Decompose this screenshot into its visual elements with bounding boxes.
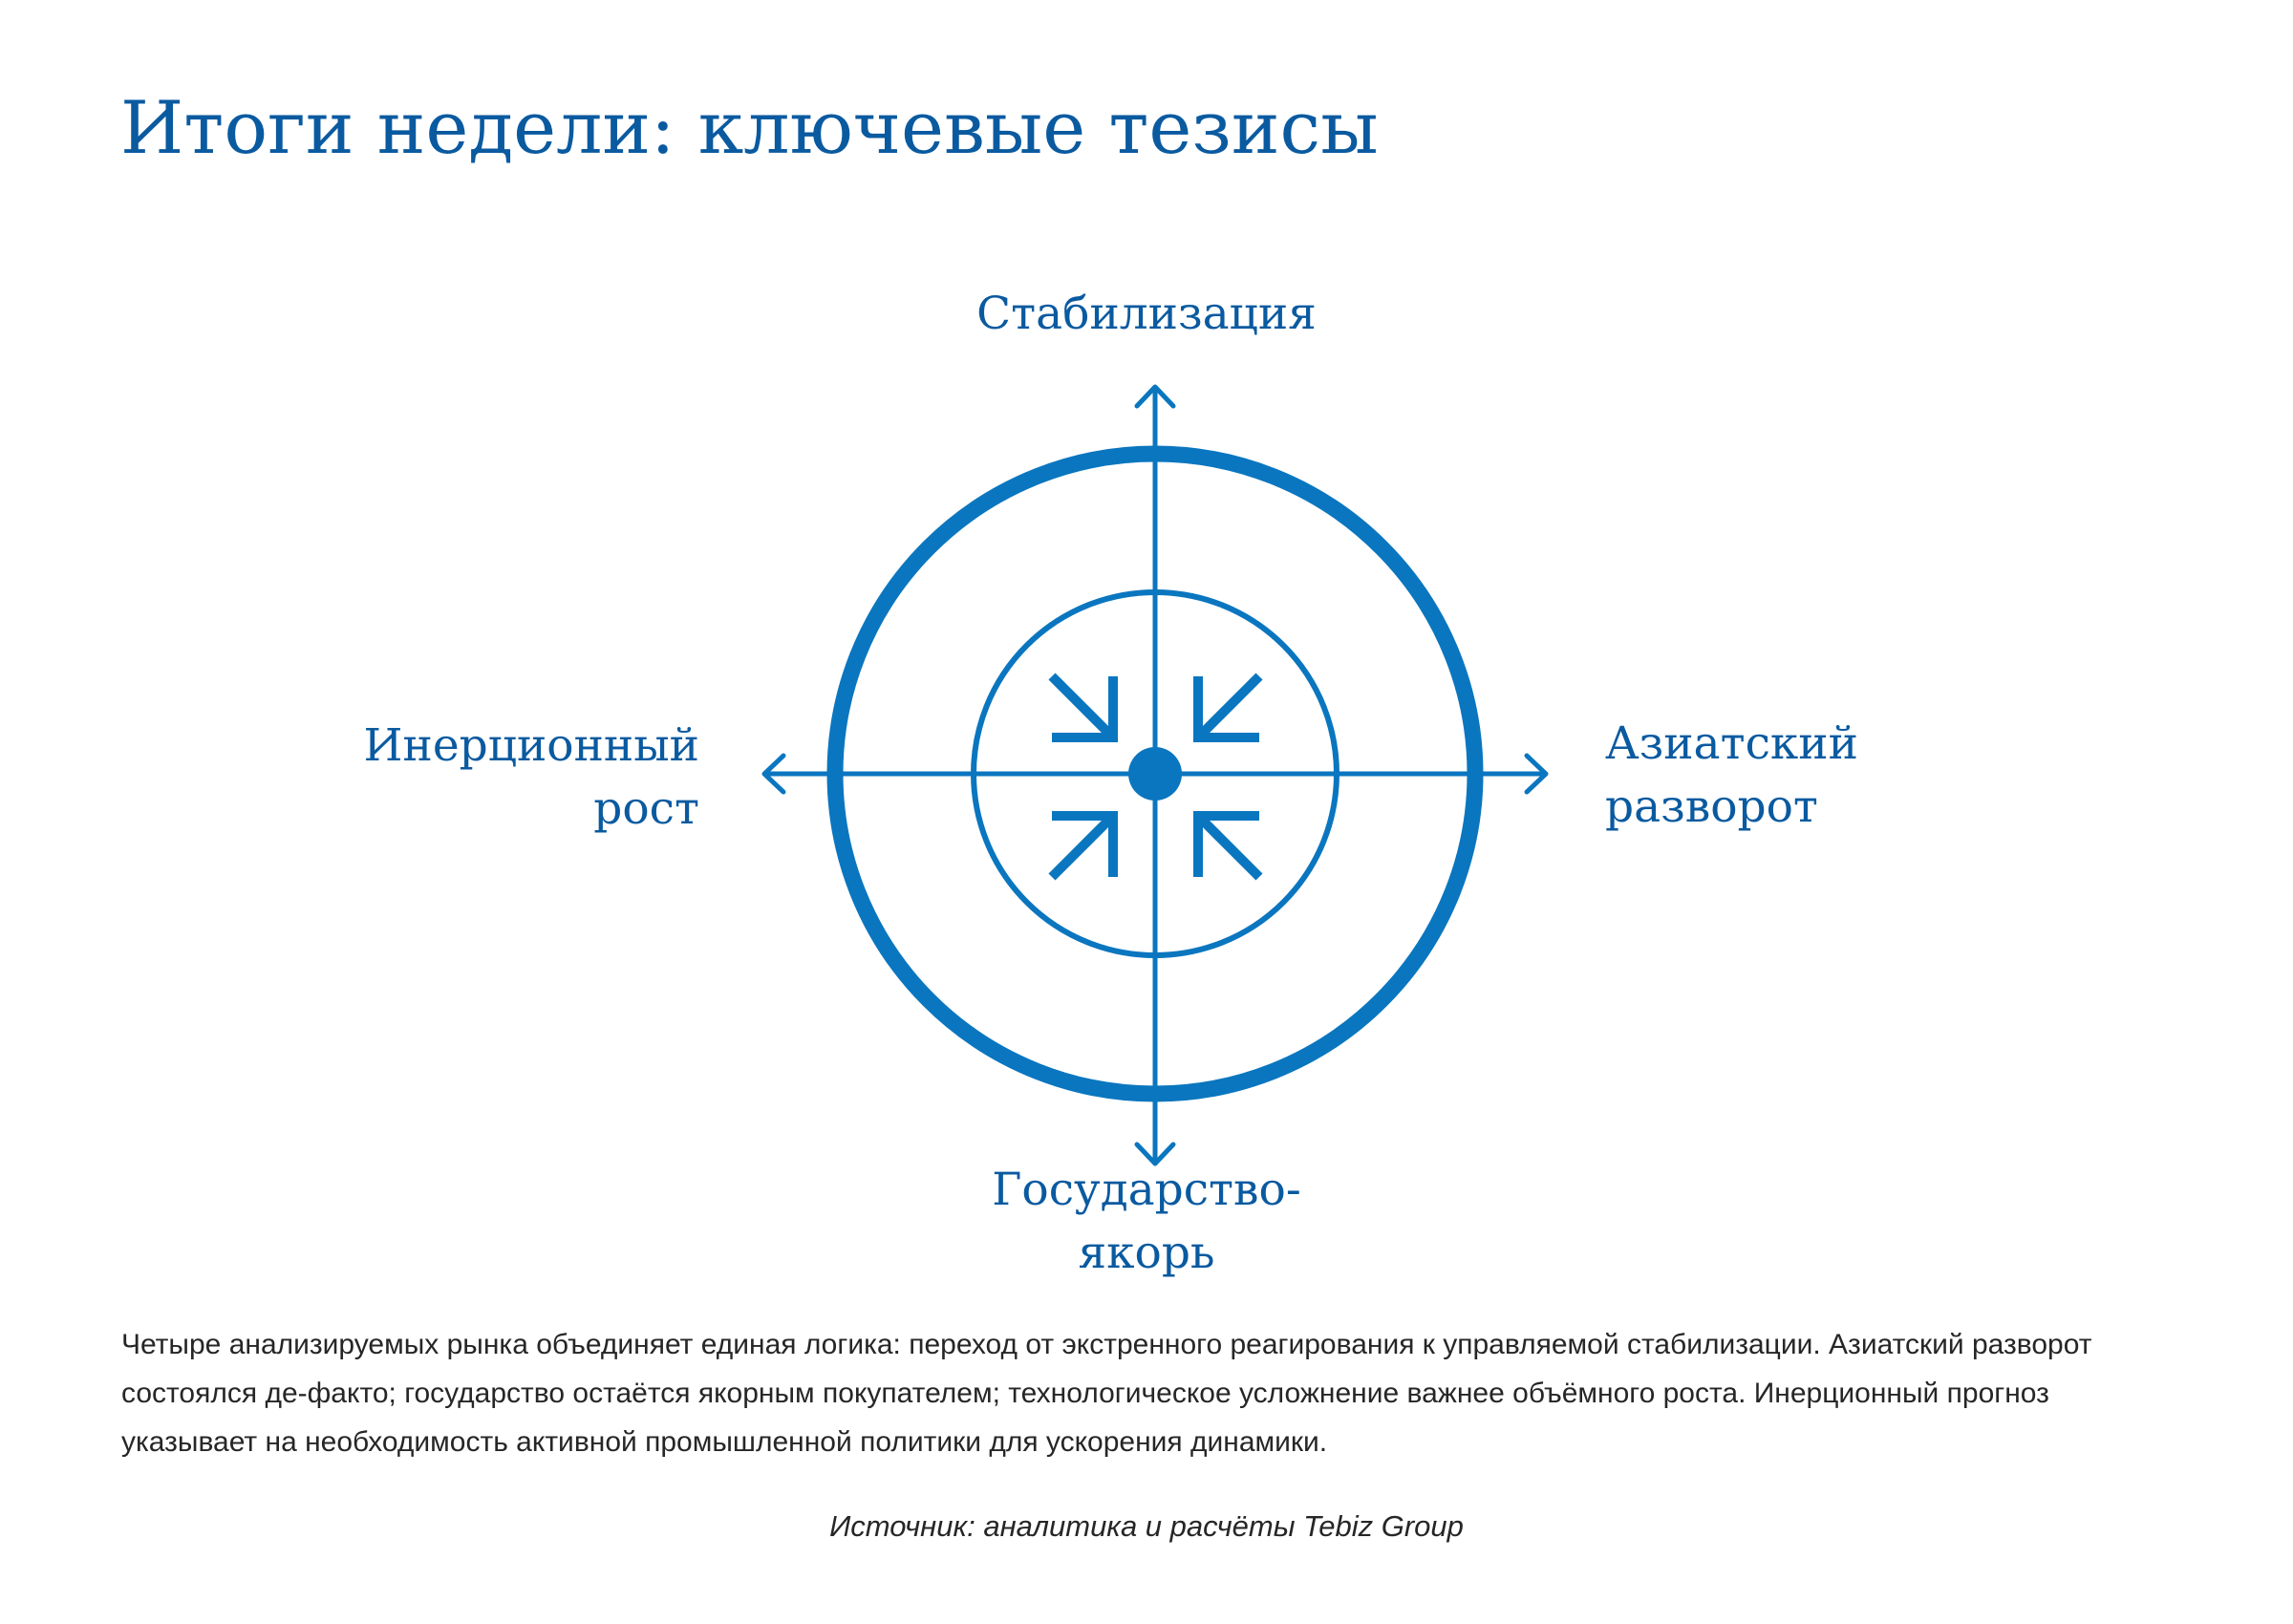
source-caption: Источник: аналитика и расчёты Tebiz Group bbox=[829, 1509, 1464, 1543]
label-asian-pivot bbox=[1605, 713, 2083, 839]
label-inertial-growth bbox=[287, 715, 699, 841]
arrow-top-left-icon bbox=[1052, 676, 1113, 737]
arrow-bottom-right-icon bbox=[1198, 816, 1259, 877]
arrow-bottom-left-icon bbox=[1052, 816, 1113, 877]
summary-text: Четыре анализируемых рынка объединяет единая логика: переход от экстренного реагирования к управляемой стабилизации. Азиатский разворот состоялся де-факто; государство остаётся якорным покупателем; технологическое усложнение важнее объёмного роста. Инерционный прогноз указывает на необходимость активной промышленной политики для ускорения динамики. bbox=[121, 1329, 2092, 1458]
label-state-anchor bbox=[860, 1159, 1433, 1285]
label-top-line-1: Стабилизация bbox=[976, 288, 1317, 340]
label-bottom-line-1: Государство- bbox=[992, 1164, 1301, 1216]
label-right-line-2: разворот bbox=[1605, 780, 1818, 833]
label-right-line-1: Азиатский bbox=[1605, 717, 1858, 770]
arrow-top-right-icon bbox=[1198, 676, 1259, 737]
label-bottom-line-2: якорь bbox=[1078, 1227, 1215, 1279]
label-left-line-1: Инерционный bbox=[363, 719, 699, 772]
page-title: Итоги недели: ключевые тезисы bbox=[120, 85, 1379, 170]
label-left-line-2: рост bbox=[593, 782, 699, 835]
center-dot bbox=[1128, 747, 1182, 801]
label-stabilization bbox=[860, 283, 1433, 346]
